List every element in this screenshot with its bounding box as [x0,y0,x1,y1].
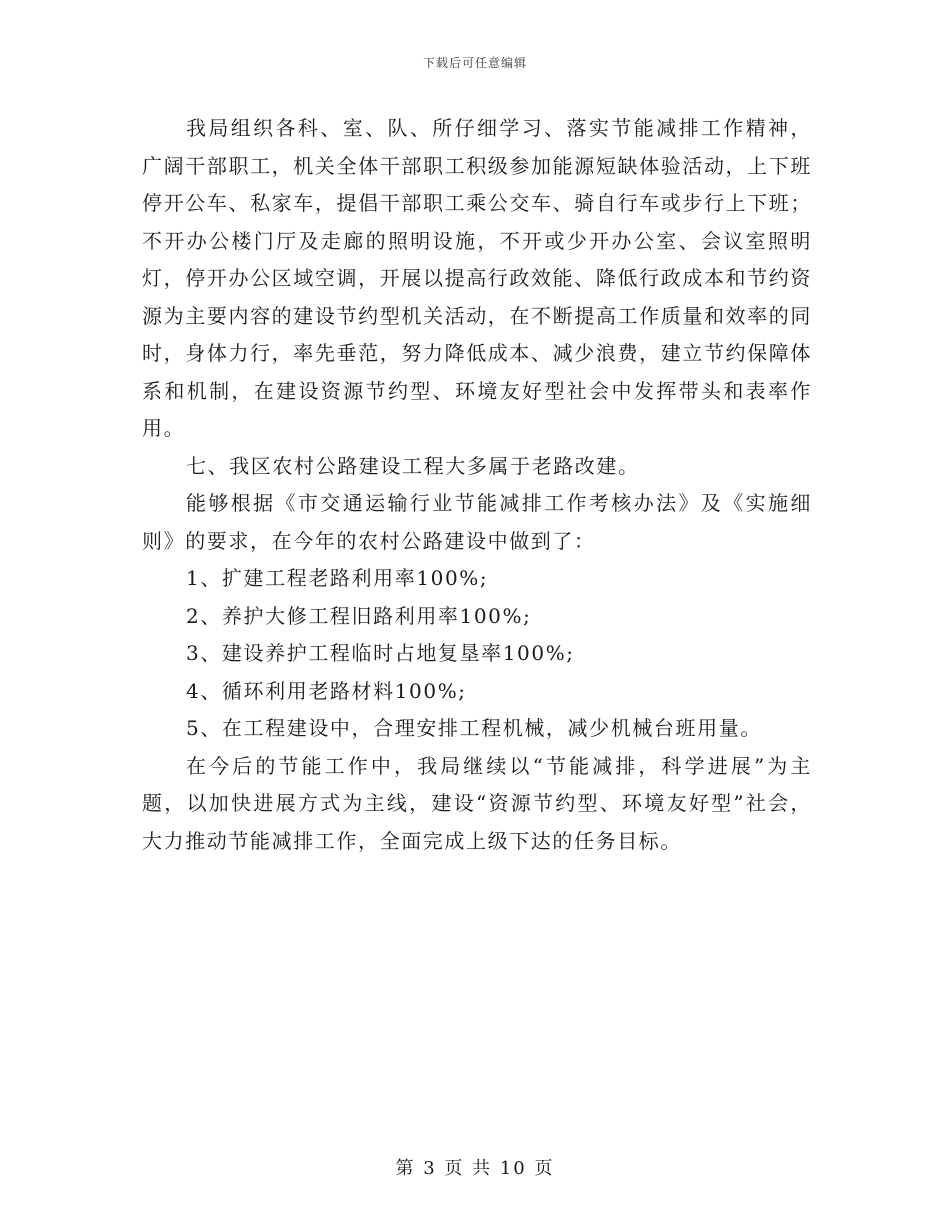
paragraph-energy-saving-measures: 我局组织各科、室、队、所仔细学习、落实节能减排工作精神，广阔干部职工，机关全体干部职工积级参加能源短缺体验活动，上下班停开公车、私家车，提倡干部职工乘公交车、骑自行车或步行上下班；不开办公楼门厅及走廊的照明设施，不开或少开办公室、会议室照明灯，停开办公区域空调，开展以提高行政效能、降低行政成本和节约资源为主要内容的建设节约型机关活动，在不断提高工作质量和效率的同时，身体力行，率先垂范，努力降低成本、减少浪费，建立节约保障体系和机制，在建设资源节约型、环境友好型社会中发挥带头和表率作用。 [142,116,812,440]
paragraph-regulation-reference: 能够根据《市交通运输行业节能减排工作考核办法》及《实施细则》的要求，在今年的农村公路建设中做到了： [142,491,812,553]
document-body [142,110,812,860]
list-item-3: 3、建设养护工程临时占地复垦率100%; [186,641,575,665]
page-header: 下载后可任意编辑 [422,56,527,70]
list-item-2: 2、养护大修工程旧路利用率100%; [186,603,532,628]
page-number: 第 3 页 共 10 页 [395,1158,555,1179]
list-item-1: 1、扩建工程老路利用率100%; [186,566,489,590]
paragraph-section-seven-heading: 七、我区农村公路建设工程大多属于老路改建。 [186,453,640,478]
paragraph-future-work: 在今后的节能工作中，我局继续以“节能减排，科学进展”为主题，以加快进展方式为主线，建设“资源节约型、环境友好型”社会，大力推动节能减排工作，全面完成上级下达的任务目标。 [142,753,812,853]
list-item-4: 4、循环利用老路材料100%; [186,678,467,703]
list-item-5: 5、在工程建设中，合理安排工程机械，减少机械台班用量。 [186,716,762,740]
